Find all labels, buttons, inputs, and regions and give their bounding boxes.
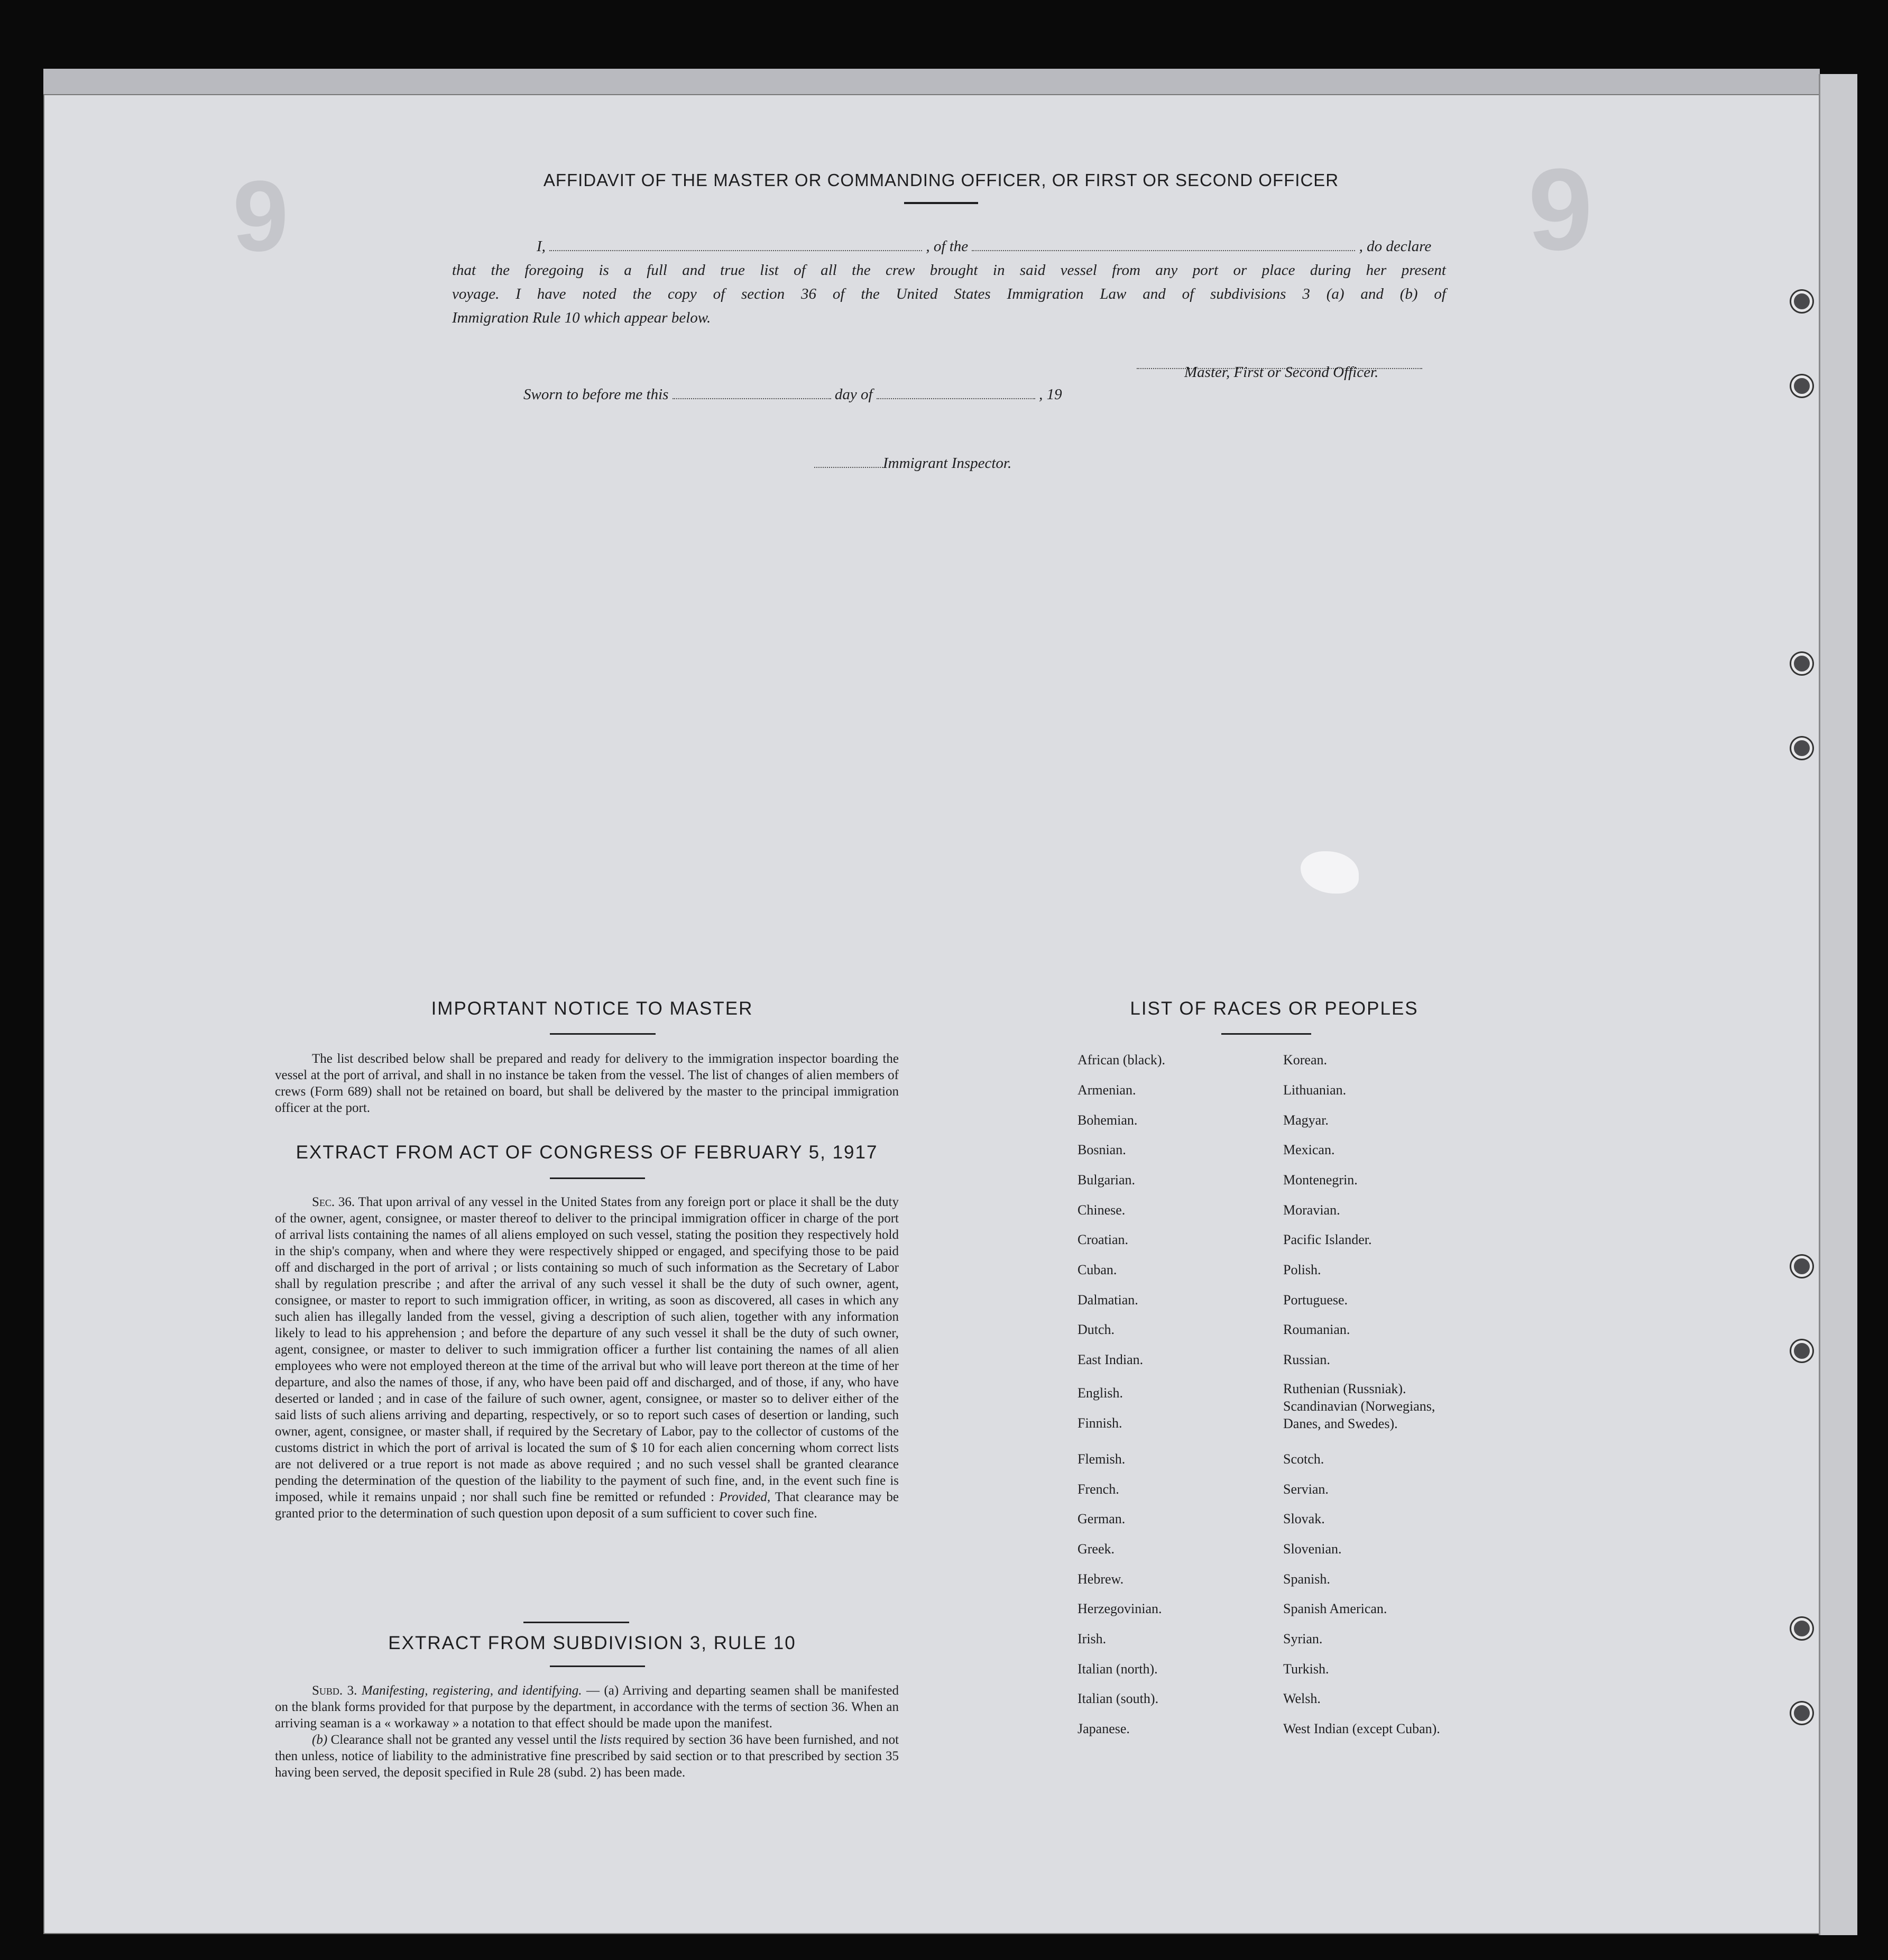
race-item: Mexican. — [1283, 1142, 1335, 1157]
sworn-prefix: Sworn to before me this — [523, 386, 669, 403]
race-item: Irish. — [1077, 1631, 1107, 1646]
subd-a-text: — (a) Arriving and departing seamen shall be manifested on the blank forms provided for that purpose by the department, in accordance with the terms of section 36. When an arriving seaman is a « workaway » a notation to that effect should be made upon the manifest. — [275, 1683, 899, 1731]
subd-title: Manifesting, registering, and identifying. — [361, 1683, 582, 1698]
race-item: French. — [1077, 1481, 1119, 1497]
binder-hole-icon — [1791, 375, 1812, 397]
sworn-line — [523, 386, 1062, 403]
race-item: Hebrew. — [1077, 1571, 1124, 1587]
race-item: Pacific Islander. — [1283, 1232, 1372, 1247]
race-item: Ruthenian (Russniak). — [1283, 1381, 1406, 1396]
notice-title: IMPORTANT NOTICE TO MASTER — [431, 998, 753, 1019]
race-item: English. — [1077, 1385, 1123, 1401]
race-item: Dalmatian. — [1077, 1292, 1138, 1308]
affidavit-of-the-label: , of the — [926, 238, 969, 255]
race-item: Slovak. — [1283, 1511, 1325, 1526]
signature-label: Master, First or Second Officer. — [1184, 364, 1379, 381]
binder-hole-icon — [1791, 1340, 1812, 1361]
sworn-year-label: , 19 — [1039, 386, 1062, 403]
document-page — [43, 94, 1845, 1934]
race-item: Welsh. — [1283, 1691, 1321, 1706]
affidavit-i-label: I, — [537, 238, 546, 255]
race-item: Polish. — [1283, 1262, 1321, 1277]
race-item: Croatian. — [1077, 1232, 1129, 1247]
affidavit-title: AFFIDAVIT OF THE MASTER OR COMMANDING OFFICER, OR FIRST OR SECOND OFFICER — [543, 170, 1339, 190]
paper-top-edge — [43, 69, 1820, 98]
extract-rule-rule — [550, 1665, 645, 1667]
binder-hole-icon — [1791, 653, 1812, 674]
subd-b-lists: lists — [600, 1733, 621, 1747]
inspector-label: Immigrant Inspector. — [883, 455, 1012, 472]
race-item: Flemish. — [1077, 1451, 1126, 1467]
race-item: Portuguese. — [1283, 1292, 1348, 1308]
race-item: Korean. — [1283, 1052, 1328, 1068]
binder-hole-icon — [1791, 1618, 1812, 1639]
sworn-day-blank[interactable] — [673, 388, 831, 399]
notice-text — [275, 1051, 899, 1116]
race-item: Syrian. — [1283, 1631, 1323, 1646]
affidavit-body-line: voyage. I have noted the copy of section 36 of the United States Immigration Law and of subdivisions 3 (a) and (b) of — [452, 286, 1446, 302]
notice-paragraph: The list described below shall be prepared and ready for delivery to the immigration inspector boarding the vessel at the port of arrival, and shall in no instance be taken from the vessel. The list of changes of alien members of crews (Form 689) shall not be retained on board, but shall be delivered by the master to the principal immigration officer at the port. — [275, 1052, 899, 1115]
extract-rule-title: EXTRACT FROM SUBDIVISION 3, RULE 10 — [388, 1633, 796, 1653]
race-item: Roumanian. — [1283, 1322, 1350, 1337]
affidavit-body-line: that the foregoing is a full and true list of all the crew brought in said vessel from any port or place during her present — [452, 262, 1446, 279]
notice-title-rule — [550, 1033, 656, 1035]
race-item: Magyar. — [1283, 1112, 1329, 1128]
subd-b-text-2: required by section 36 have been furnished, and not then unless, notice of liability to the administrative fine prescribed by said section or to that prescribed by section 35 having been served, the deposit specified in Rule 28 (subd. 2) has been made. — [275, 1733, 899, 1780]
race-item: African (black). — [1077, 1052, 1166, 1068]
sec-36-text: That upon arrival of any vessel in the United States from any foreign port or place it shall be the duty of the owner, agent, consignee, or master thereof to deliver to the principal immigration officer in charge of the port of arrival lists containing the names of all aliens employed on such vessel, stating the position they respectively hold in the ship's company, when and where they were respectively shipped or engaged, and specifying those to be paid off and discharged in the port of arrival ; or lists containing so much of such information as the Secretary of Labor shall by regulation prescribe ; and after the arrival of any such vessel it shall be the duty of such owner, agent, consignee, or master to report to such immigration officer, in writing, as soon as discovered, all cases in which any such alien has illegally landed from the vessel, giving a description of such alien, together with any information likely to lead to his apprehension ; and before the departure of any such vessel it shall be the duty of such owner, agent, consignee, or master to deliver to such immigration officer a further list containing the names of all alien employees who were not employed thereon at the time of the arrival but who will leave port thereon at the time of her departure, and also the names of those, if any, who have been paid off and discharged, and of those, if any, who have deserted or landed ; and in case of the failure of such owner, agent, consignee, or master so to deliver either of the said lists of such aliens arriving and departing, respectively, or so to report such cases of desertion or landing, such owner, agent, consignee, or master shall, if required by the Secretary of Labor, pay to the collector of customs of the customs district in which the port of arrival is located the sum of $ 10 for each alien concerning whom correct lists are not delivered or a true report is not made as above required ; and no such vessel shall be granted clearance pending the determination of the question of the liability to the payment of such fine, and, in the event such fine is imposed, while it remains unpaid ; nor shall such fine be remitted or refunded : — [275, 1195, 899, 1504]
bleed-through-mark: 9 — [1528, 144, 1593, 274]
sec-36-label: Sec. 36. — [312, 1195, 355, 1209]
races-title: LIST OF RACES OR PEOPLES — [1130, 998, 1419, 1019]
proviso-label: Provided, — [719, 1490, 771, 1504]
race-item: Bulgarian. — [1077, 1172, 1136, 1188]
race-item: Spanish American. — [1283, 1601, 1387, 1616]
race-item: Scotch. — [1283, 1451, 1324, 1467]
race-item: East Indian. — [1077, 1352, 1144, 1367]
race-item: Danes, and Swedes). — [1283, 1416, 1398, 1431]
race-item: Herzegovinian. — [1077, 1601, 1162, 1616]
race-item: Russian. — [1283, 1352, 1330, 1367]
binder-hole-icon — [1791, 738, 1812, 759]
race-item: Bosnian. — [1077, 1142, 1126, 1157]
vessel-blank[interactable] — [972, 240, 1355, 251]
extract-act-text — [275, 1194, 899, 1522]
inspector-blank[interactable] — [814, 456, 883, 468]
race-item: Slovenian. — [1283, 1541, 1342, 1557]
race-item: Greek. — [1077, 1541, 1115, 1557]
bleed-through-mark: 9 — [233, 160, 289, 272]
page-right-edge — [1819, 74, 1857, 1935]
race-item: Servian. — [1283, 1481, 1329, 1497]
race-item: Lithuanian. — [1283, 1082, 1347, 1098]
sworn-month-blank[interactable] — [877, 388, 1035, 399]
race-item: Bohemian. — [1077, 1112, 1138, 1128]
race-item: Finnish. — [1077, 1415, 1122, 1431]
affidavit-title-rule — [904, 202, 978, 204]
binder-hole-icon — [1791, 291, 1812, 312]
races-title-rule — [1221, 1033, 1311, 1035]
race-item: Chinese. — [1077, 1202, 1126, 1218]
race-item: Montenegrin. — [1283, 1172, 1358, 1188]
extract-act-title: EXTRACT FROM ACT OF CONGRESS OF FEBRUARY 5, 1917 — [296, 1142, 878, 1163]
binder-hole-icon — [1791, 1703, 1812, 1724]
race-item: Spanish. — [1283, 1571, 1330, 1587]
inspector-line — [814, 455, 1011, 472]
extract-rule-text — [275, 1682, 899, 1781]
race-item: Armenian. — [1077, 1082, 1136, 1098]
race-item: Italian (north). — [1077, 1661, 1158, 1677]
race-item: Japanese. — [1077, 1721, 1130, 1736]
affidavit-body-line: Immigration Rule 10 which appear below. — [452, 309, 711, 326]
subd-label: Subd. 3. — [312, 1683, 357, 1698]
race-item: Italian (south). — [1077, 1691, 1159, 1706]
race-item: Moravian. — [1283, 1202, 1340, 1218]
binder-hole-icon — [1791, 1256, 1812, 1277]
affidavit-declaration-line — [537, 238, 1431, 255]
subd-b-text-1: Clearance shall not be granted any vessel until the — [330, 1733, 597, 1747]
sworn-day-label: day of — [834, 386, 873, 403]
race-item: Turkish. — [1283, 1661, 1329, 1677]
race-item: West Indian (except Cuban). — [1283, 1721, 1440, 1736]
extract-rule-top-rule — [523, 1622, 629, 1623]
race-item: Dutch. — [1077, 1322, 1115, 1337]
race-item: German. — [1077, 1511, 1126, 1526]
proviso-text: That clearance may be granted prior to the determination of such question upon deposit of a sum sufficient to cover such fine. — [275, 1490, 899, 1521]
race-item: Scandinavian (Norwegians, — [1283, 1398, 1435, 1414]
race-item: Cuban. — [1077, 1262, 1117, 1277]
subd-b-label: (b) — [312, 1733, 328, 1747]
affidavit-declare-label: , do declare — [1359, 238, 1432, 255]
extract-act-rule — [550, 1177, 645, 1179]
name-blank[interactable] — [549, 240, 922, 251]
